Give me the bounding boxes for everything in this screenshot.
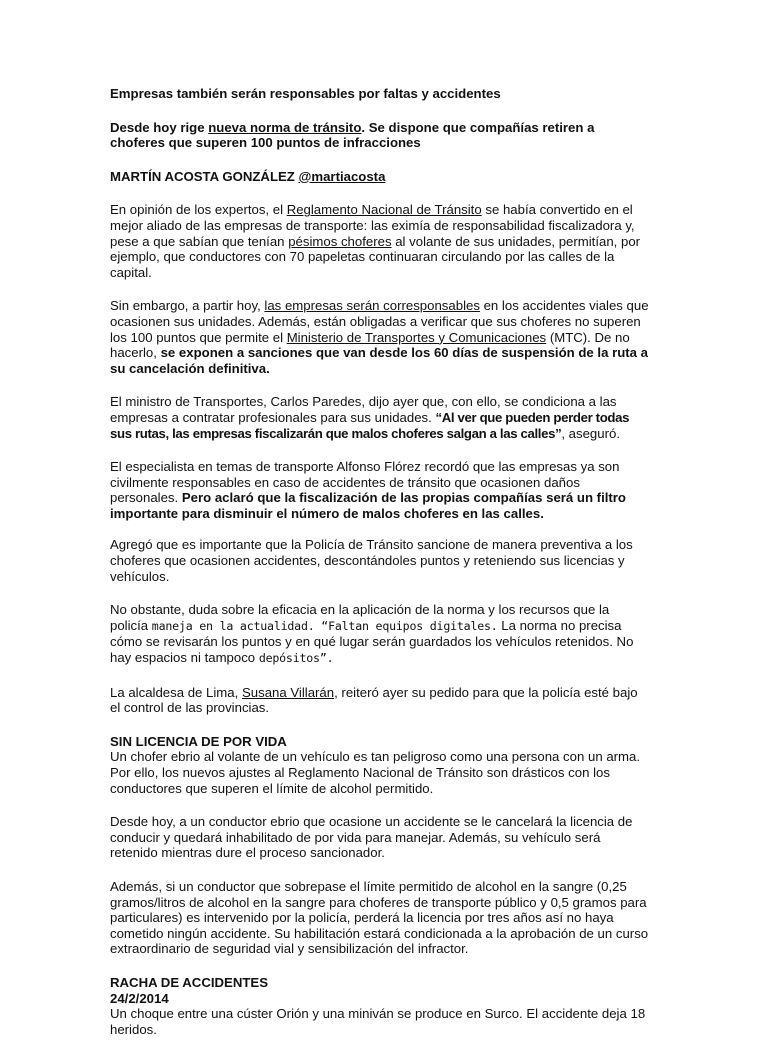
p7-text-b: , reiteró ayer su pedido para que la policía esté bajo el control de las provincias. [110, 684, 638, 716]
p4-text-a: El especialista en temas de transporte Alfonso Flórez recordó que las empresas ya son civilmente responsables en caso de accidentes de tránsito que ocasionen daños personales. [110, 459, 620, 506]
paragraph-2 [110, 298, 650, 376]
p6-mono-text-b: depósitos”. [258, 651, 334, 666]
p1-text-a: En opinión de los expertos, el [110, 202, 287, 218]
minister-quote: “Al ver que pueden perder todas sus rutas, las empresas fiscalizarán que malos choferes salgan a las calles” [110, 409, 630, 441]
paragraph-1 [110, 202, 650, 280]
author-handle-link[interactable]: @martiacosta [298, 168, 386, 184]
headline-text-post: . Se dispone que compañías retiren a choferes que superen 100 puntos de infracciones [110, 119, 595, 151]
section1-paragraph-1: Un chofer ebrio al volante de un vehículo es tan peligroso como una persona con un arma. Por ello, los nuevos ajustes al Reglamento Nacional de Tránsito son drásticos con los conductores que superen el límite de alcohol permitido. [110, 749, 641, 796]
article-kicker: Empresas también serán responsables por faltas y accidentes [110, 86, 501, 101]
section1-paragraph-2: Desde hoy, a un conductor ebrio que ocasione un accidente se le cancelará la licencia de conducir y quedará inhabilitado de por vida para manejar. Además, su vehículo será retenido mientras dure el proceso sancionador. [110, 814, 633, 861]
p2-bold-text: se exponen a sanciones que van desde los 60 días de suspensión de la ruta a su cancelación definitiva. [110, 345, 648, 376]
p2-text-b: en los accidentes viales que ocasionen sus unidades. Además, están obligadas a verificar que sus choferes no superen los 100 puntos que permite el [110, 298, 649, 345]
paragraph-6 [110, 602, 650, 666]
mtc-link[interactable]: Ministerio de Transportes y Comunicaciones [286, 329, 547, 345]
p1-text-c: al volante de sus unidades, permitían, por ejemplo, que conductores con 70 papeletas continuaran circulando por las calles de la capital. [110, 233, 641, 280]
p4-bold-text: Pero aclaró que la fiscalización de las propias compañías será un filtro importante para disminuir el número de malos choferes en las calles. [110, 490, 626, 521]
paragraph-3 [110, 394, 650, 441]
p6-text-b: La norma no precisa cómo se revisarán los puntos y en qué lugar serán guardados los vehículos retenidos. No hay espacios ni tampoco [110, 617, 634, 666]
p2-text-c: (MTC). De no hacerlo, [110, 329, 630, 361]
p3-text-a: El ministro de Transportes, Carlos Paredes, dijo ayer que, con ello, se condiciona a las empresas a contratar profesionales para sus unidades. [110, 394, 617, 425]
section-heading-accidentes: RACHA DE ACCIDENTES [110, 974, 269, 990]
paragraph-5: Agregó que es importante que la Policía de Tránsito sancione de manera preventiva a los choferes que ocasionen accidentes, descontándoles puntos y reteniendo sus licencias y vehículos. [110, 537, 633, 584]
author-name: MARTÍN ACOSTA GONZÁLEZ [110, 168, 299, 184]
headline-link[interactable]: nueva norma de tránsito [208, 119, 362, 135]
reglamento-link[interactable]: Reglamento Nacional de Tránsito [286, 202, 482, 218]
p6-text-a: No obstante, duda sobre la eficacia en la aplicación de la norma y los recursos que la policía [110, 602, 610, 633]
paragraph-7 [110, 685, 650, 716]
p3-text-b: , aseguró. [561, 425, 620, 441]
byline [110, 169, 650, 185]
paragraph-4 [110, 459, 650, 521]
p6-mono-text-a: maneja en la actualidad. “Faltan equipos digitales. [151, 618, 498, 633]
section1-paragraph-3: Además, si un conductor que sobrepase el límite permitido de alcohol en la sangre (0,25 gramos/litros de alcohol en la sangre para choferes de transporte público y 0,5 gramos para particulares) es intervenido por la policía, perderá la licencia por tres años así no haya cometido ningún accidente. Su habilitación estará condicionada a la aprobación de un curso extraordinario de seguridad vial y sensibilización del infractor. [110, 878, 649, 957]
article-body [110, 86, 650, 1055]
p1-text-b: se había convertido en el mejor aliado de las empresas de transporte: las eximía de responsabilidad fiscalizadora y, pese a que sabían que tenían [110, 202, 635, 249]
section-heading-licencia: SIN LICENCIA DE POR VIDA [110, 733, 287, 749]
villaran-link[interactable]: Susana Villarán [241, 684, 335, 700]
corresponsables-link[interactable]: las empresas serán corresponsables [264, 298, 480, 314]
p2-text-a: Sin embargo, a partir hoy, [110, 298, 265, 314]
section2-paragraph-1: Un choque entre una cúster Orión y una miniván se produce en Surco. El accidente deja 18 heridos. [110, 1006, 646, 1037]
accident-date: 24/2/2014 [110, 990, 169, 1006]
article-headline [110, 120, 650, 151]
headline-text-pre: Desde hoy rige [110, 119, 209, 135]
pesimos-choferes-link[interactable]: pésimos choferes [288, 233, 392, 249]
p7-text-a: La alcaldesa de Lima, [110, 684, 242, 700]
